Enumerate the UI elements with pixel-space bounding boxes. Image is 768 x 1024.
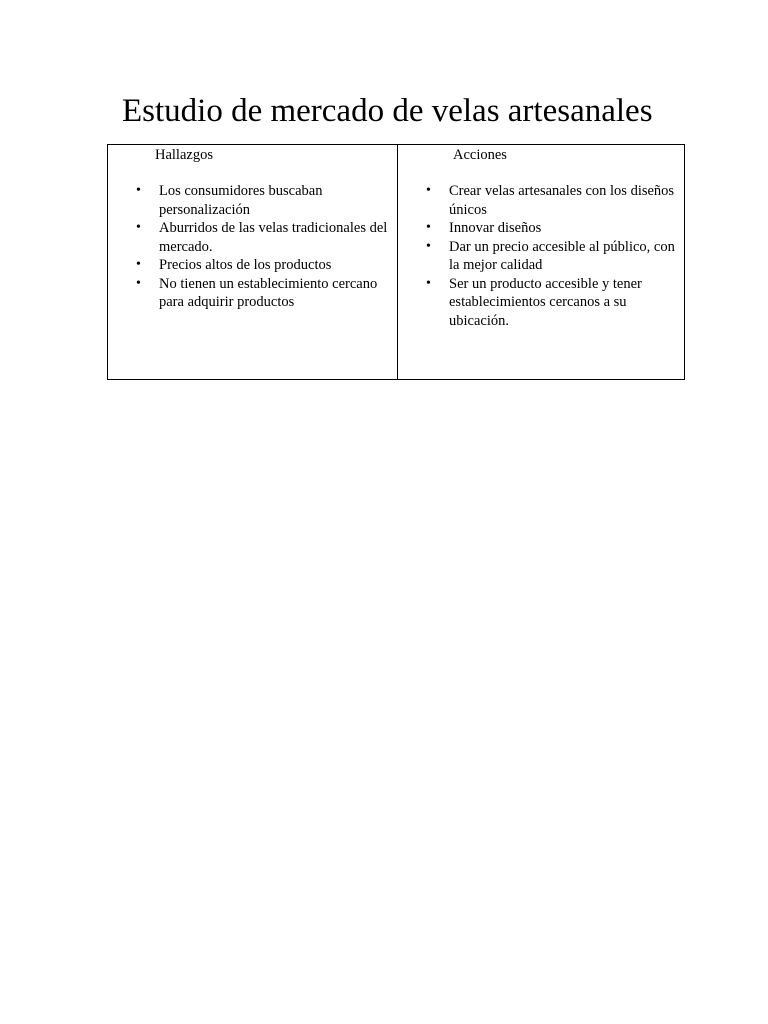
list-item-text: No tienen un establecimiento cercano para adquirir productos [159,275,378,310]
list-item-text: Dar un precio accesible al público, con la mejor calidad [449,238,675,273]
list-item-text: Los consumidores buscaban personalización [159,183,323,218]
list-item [426,238,685,275]
list-item [426,219,685,238]
actions-header: Acciones [453,147,507,163]
list-item [426,275,685,331]
bullet-icon: • [426,220,431,235]
actions-list [426,182,685,330]
list-item-text: Aburridos de las velas tradicionales del mercado. [159,220,388,255]
findings-list [136,182,393,312]
page-title: Estudio de mercado de velas artesanales [122,93,653,129]
list-item [426,182,685,219]
list-item [136,275,393,312]
bullet-icon: • [136,275,141,291]
list-item [136,256,393,275]
findings-column [108,145,398,379]
list-item-text: Crear velas artesanales con los diseños únicos [449,183,675,218]
list-item-text: Precios altos de los productos [159,257,332,273]
bullet-icon: • [426,183,431,198]
list-item-text: Ser un producto accesible y tener establecimientos cercanos a su ubicación. [449,275,642,329]
bullet-icon: • [136,183,141,198]
bullet-icon: • [426,238,431,254]
findings-header: Hallazgos [155,147,213,163]
bullet-icon: • [426,275,431,291]
bullet-icon: • [136,257,141,272]
list-item [136,219,393,256]
actions-column [398,145,684,379]
list-item-text: Innovar diseños [449,220,542,236]
findings-actions-table [107,144,685,380]
bullet-icon: • [136,220,141,235]
list-item [136,182,393,219]
